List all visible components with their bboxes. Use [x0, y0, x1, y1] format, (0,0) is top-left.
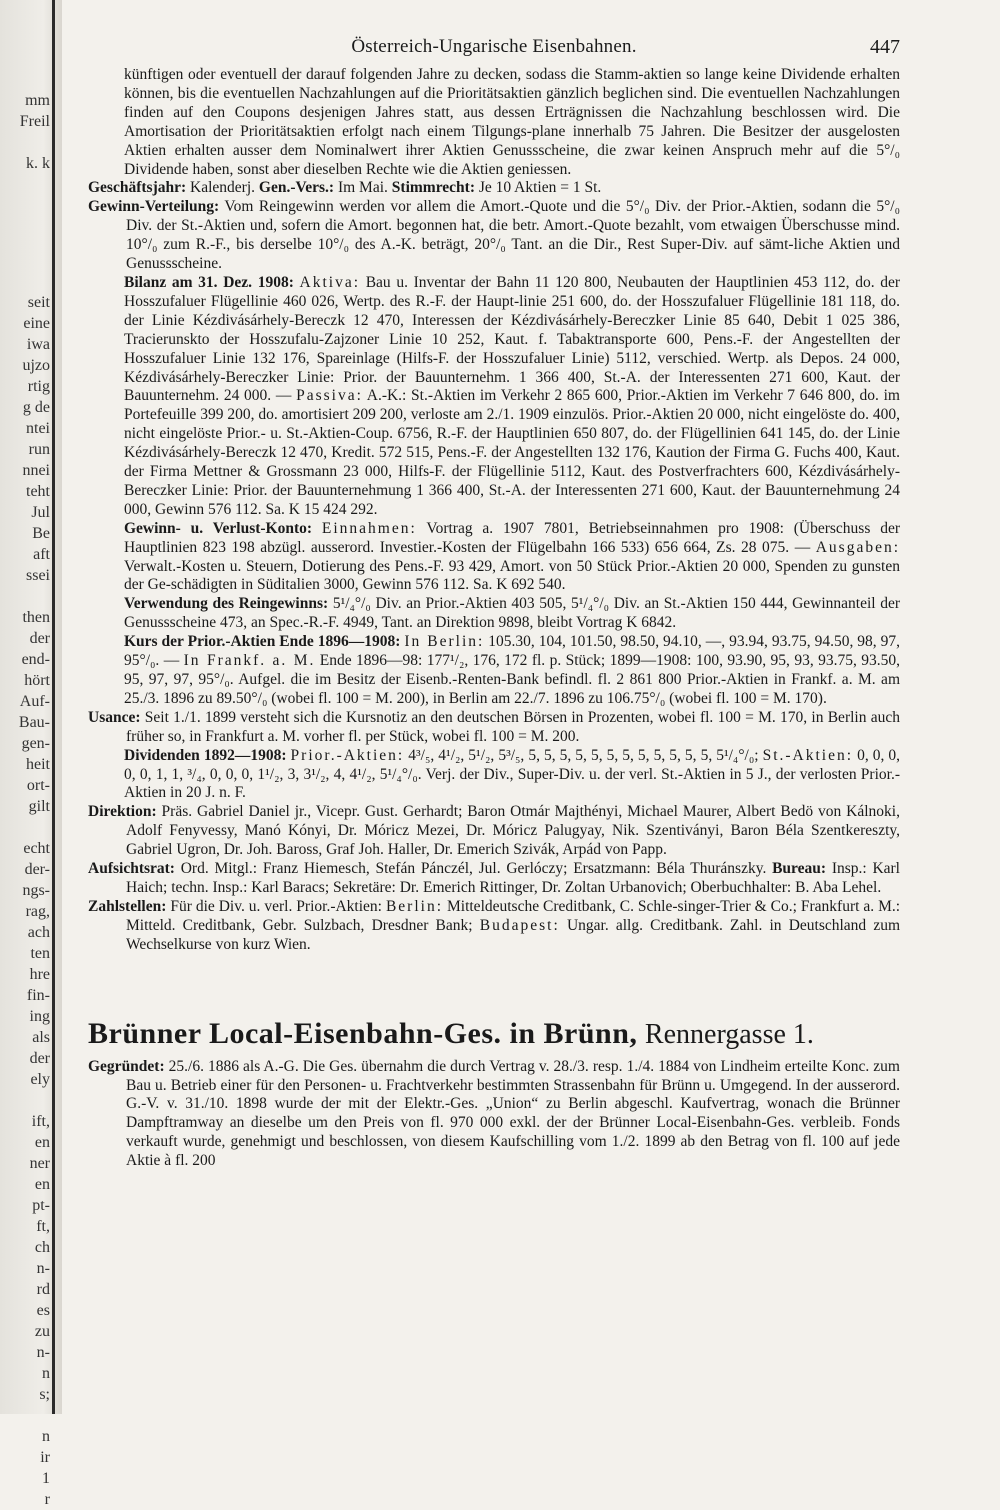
text-zahlstellen-intro: Für die Div. u. verl. Prior.-Aktien:: [170, 897, 382, 915]
entry-gewinn-verlust: [88, 520, 900, 596]
margin-fragment: en: [34, 1134, 50, 1151]
label-direktion: Direktion:: [88, 803, 157, 821]
margin-fragment: fin-: [26, 987, 50, 1004]
margin-fragment: ner: [29, 1155, 50, 1172]
margin-fragment: ach: [27, 924, 50, 941]
label-gewinn-verteilung: Gewinn-Verteilung:: [88, 198, 220, 216]
text-aufsichtsrat: Ord. Mitgl.: Franz Hiemesch, Stefán Pánczél, Jul. Gerlóczy; Ersatzmann: Béla Thuránszky.: [180, 860, 767, 878]
margin-fragment: n-: [36, 1344, 50, 1361]
margin-fragment: ort-: [26, 777, 50, 794]
article-bruenner-local: [88, 1058, 900, 1171]
entry-gegruendet: [88, 1058, 900, 1171]
word-in-berlin: In Berlin:: [404, 633, 485, 651]
margin-fragment: ten: [30, 945, 50, 962]
binding-rule: [52, 0, 55, 1414]
paragraph-amortisation: künftigen oder eventuell der darauf folgenden Jahre zu decken, sodass die Stamm-aktien so lange keine Dividende erhalten können, bis die eventuellen Nachzahlungen auf die Prioritätsaktien gänzlich beglichen sind. Die eventuellen Nachzahlungen finden auf den Coupons desjenigen Jahres statt, aus dessen Erträgnissen die Nachzahlung beschlossen wird. Die Amortisation der Prioritätsaktien erfolgt nach einem Tilgungs-plane innerhalb 75 Jahren. Die Besitzer der ausgelosten Aktien erhalten ausser dem Nominalwert ihrer Aktien Genussscheine, die zwar keinen Anspruch mehr auf die 5°/₀ Dividende haben, sonst aber dieselben Rechte wie die Aktien geniessen.: [124, 66, 900, 178]
margin-fragment: ing: [29, 1008, 50, 1025]
entry-bilanz: [88, 274, 900, 520]
label-gewinn-verlust: Gewinn- u. Verlust-Konto:: [124, 519, 313, 537]
label-gegruendet: Gegründet:: [88, 1057, 165, 1075]
word-passiva: Passiva:: [296, 387, 363, 405]
margin-fragment: gen-: [21, 735, 50, 752]
text-kurs-frankfurt: Ende 1896—98: 177¹/₂, 176, 172 fl. p. Stück; 1899—1908: 100, 93.90, 95, 93, 93.75, 93.50, 95, 97, 97, 95°/₀. Aufgel. die im Besitz der Eisenb.-Renten-Bank befindl. fl. 2 861 800 Prior.-Aktien in Frankf. a. M. am 25./3. 1896 zu 89.50°/₀ (wobei fl. 100 = M. 200), in Berlin am 22./7. 1896 zu 106.75°/₀ (wobei fl. 100 = M. 170).: [124, 652, 901, 707]
margin-fragment: ft,: [36, 1218, 50, 1235]
margin-fragment: k. k: [26, 155, 50, 172]
margin-fragment: [0, 1405, 50, 1426]
margin-fragment: heit: [26, 756, 50, 773]
entry-geschaeftsjahr: [88, 179, 900, 198]
margin-fragment: als: [32, 1029, 50, 1046]
text-div-st: 0, 0, 0, 0, 0, 1, 1, ³/₄, 0, 0, 0, 1¹/₂, 3, 3¹/₂, 4, 4¹/₂, 5¹/₄°/₀. Verj. der Div., Super-Div. u. der verl. St.-Aktien in 5 J., der verlosten Prior.-Aktien in 20 J. n. F.: [124, 746, 901, 802]
margin-fragment: mm: [25, 92, 50, 109]
page-number: 447: [870, 36, 900, 58]
label-bureau: Bureau:: [772, 860, 827, 878]
text-div-prior: 4³/₅, 4¹/₂, 5¹/₂, 5³/₅, 5, 5, 5, 5, 5, 5, 5, 5, 5, 5, 5, 5, 5¹/₄°/₀;: [408, 746, 759, 764]
entry-gewinn-verteilung: [88, 198, 900, 274]
label-gen-vers: Gen.-Vers.:: [258, 179, 335, 197]
margin-fragment: hört: [24, 672, 50, 689]
word-st-aktien: St.-Aktien:: [762, 746, 854, 764]
margin-fragment: s;: [39, 1386, 50, 1403]
margin-fragment: pt-: [32, 1197, 50, 1214]
margin-fragment: teht: [26, 483, 50, 500]
margin-fragment: ely: [30, 1071, 50, 1088]
label-kurs: Kurs der Prior.-Aktien Ende 1896—1908:: [124, 633, 401, 651]
margin-fragments-main: [0, 292, 50, 1510]
margin-fragment: 1: [42, 1470, 50, 1487]
margin-fragment: [0, 817, 50, 838]
text-direktion: Präs. Gabriel Daniel jr., Vicepr. Gust. Gerhardt; Baron Otmár Majthényi, Michael Maurer, Albert Bedö von Kálnoki, Adolf Fenyvessy, Manó Kónyi, Dr. Móricz Mezei, Dr. Móricz Palugyay, Nik. Szentiványi, Baron Béla Szentkereszty, Gabriel Ugron, Dr. Joh. Baross, Graf Joh. Haller, Dr. Emerich Szivák, Arpád von Papp.: [126, 803, 900, 859]
margin-fragment: then: [22, 609, 50, 626]
margin-fragment: Bau-: [18, 714, 50, 731]
margin-fragment: n: [42, 1365, 50, 1382]
margin-fragment: Jul: [31, 504, 50, 521]
binding-edge: [0, 0, 62, 1508]
label-usance: Usance:: [88, 708, 141, 726]
margin-fragment: r: [44, 1491, 50, 1508]
text-bilanz-aktiva: Bau u. Inventar der Bahn 11 120 800, Neubauten der Hauptlinien 453 112, do. der Hosszufaluer Flügellinie 460 026, Wertp. des R.-F. der Haupt-linie 251 600, do. der Hosszufaluer Flügellinie 181 118, do. der Linie Kézdivásárhely-Bereczk 12 470, Interessen der Kézdivásárhely-Bereczker Linie 85 640, Debit 1 025 386, Tracierunskto der Hosszufalu-Zajzoner Linie 10 252, Kaut. f. Tabaktransporte 600, Pens.-F. der Angestellten der Hosszufaluer Linie 132 176, Spareinlage (Hilfs-F. der Hosszufaluer Linie) 5112, verschied. Wertp. als Depos. 24 000, Kézdivásárhely-Bereczker Linie: Prior. der Bauunternehm. 1 366 400, St.-A. der Interessenten 271 600, Kaut. der Bauunternehm. 24 000. —: [124, 273, 901, 405]
margin-fragment: echt: [23, 840, 50, 857]
company-heading-name: Brünner Local-Eisenbahn-Ges. in Brünn,: [88, 1016, 638, 1050]
text-gegruendet: 25./6. 1886 als A.-G. Die Ges. übernahm die durch Vertrag v. 28./3. resp. 1./4. 1884 von Lindheim erteilte Konc. zum Bau u. Betrieb einer für den Personen- u. Frachtverkehr bestimmten Strassenbahn für Brünn u. Umgegend. In der ausserord. G.-V. v. 31./10. 1898 wurde der mit der Elektr.-Ges. „Union“ zu Berlin abgeschl. Kaufvertrag, wonach die Brünner Dampftramway an dieselbe um den Preis von fl. 970 000 exkl. der der Brünner Local-Eisenbahn-Ges. verbleib. Fonds verkauft wurde, genehmigt und beschlossen, von diesem Kaufschilling vom 1./2. 1899 ab den Betrag von fl. 100 auf jede Aktie à fl. 200: [126, 1057, 900, 1170]
text-gewinn-verteilung: Vom Reingewinn werden vor allem die Amort.-Quote und die 5°/₀ Div. der Prior.-Aktien, sodann die 5°/₀ Div. der St.-Aktien und, sofern die Amort. begonnen hat, die betr. Amort.-Quote bezahlt, vom etwaigen Überschusse mind. 10°/₀ zum R.-F., bis derselbe 10°/₀ des A.-K. beträgt, 20°/₀ Tant. an die Dir., Rest Super-Div. auf sämt-liche Aktien und Genussscheine.: [126, 198, 900, 273]
margin-fragment: ssei: [26, 567, 50, 584]
text-einnahmen: Vortrag a. 1907 7801, Betriebseinnahmen pro 1908: (Überschuss der Hauptlinien 823 198 abzügl. ausserord. Investier.-Kosten der Flügelbahn 166 533) 656 664, Zs. 28 075. —: [124, 519, 900, 556]
margin-fragment: rd: [36, 1281, 50, 1298]
word-budapest: Budapest:: [479, 916, 560, 934]
margin-fragment: end-: [21, 651, 50, 668]
margin-fragment: Freil: [19, 113, 50, 130]
margin-fragment: ujzo: [22, 357, 50, 374]
article-oesterreich-ungarische: [88, 66, 900, 955]
margin-fragment: rag,: [25, 903, 50, 920]
margin-fragment: Auf-: [19, 693, 50, 710]
margin-fragment: ntei: [26, 420, 50, 437]
margin-fragment: n-: [36, 1260, 50, 1277]
word-ausgaben: Ausgaben:: [815, 538, 901, 556]
margin-fragment: aft: [33, 546, 50, 563]
text-zahlstellen-budapest: Ungar. allg. Creditbank. Zahl. in Deutschland zum Wechselkurse von kurz Wien.: [126, 916, 901, 953]
label-dividenden: Dividenden 1892—1908:: [124, 746, 287, 764]
margin-fragment: Be: [32, 525, 50, 542]
company-heading-address: Rennergasse 1.: [644, 1018, 814, 1050]
margin-fragment: hre: [29, 966, 50, 983]
label-bilanz: Bilanz am 31. Dez. 1908:: [124, 273, 294, 291]
text-usance: Seit 1./1. 1899 versteht sich die Kursnotiz an den deutschen Börsen in Prozenten, wobei fl. 100 = M. 170, in Berlin auch früher so, in Frankfurt a. M. vorher fl. per Stück, wobei fl. 100 = M. 200.: [126, 708, 900, 745]
entry-verwendung: [88, 595, 900, 633]
margin-fragment: [0, 586, 50, 607]
margin-fragment: ift,: [31, 1113, 50, 1130]
label-stimmrecht: Stimmrecht:: [391, 179, 475, 197]
margin-fragment: nnei: [22, 462, 50, 479]
running-head-title: Österreich-Ungarische Eisenbahnen.: [351, 36, 637, 57]
text-zahlstellen-berlin: Mitteldeutsche Creditbank, C. Schle-singer-Trier & Co.; Frankfurt a. M.: Mitteld. Creditbank, Gebr. Sulzbach, Dresdner Bank;: [126, 897, 901, 934]
margin-fragment: der-: [24, 861, 50, 878]
label-aufsichtsrat: Aufsichtsrat:: [88, 860, 175, 878]
margin-fragment: [0, 132, 50, 153]
word-prior-aktien: Prior.-Aktien:: [290, 746, 405, 764]
label-verwendung: Verwendung des Reingewinns:: [124, 595, 329, 613]
text-stimmrecht: Je 10 Aktien = 1 St.: [478, 179, 602, 197]
margin-fragment: n: [42, 1428, 50, 1445]
page: [88, 36, 900, 1171]
margin-fragment: eine: [23, 315, 50, 332]
entry-aufsichtsrat: [88, 860, 900, 898]
running-head: [88, 36, 900, 66]
word-berlin: Berlin:: [385, 897, 444, 915]
margin-fragment: der: [29, 1050, 50, 1067]
entry-direktion: [88, 803, 900, 860]
text-geschaeftsjahr: Kalenderj.: [190, 179, 256, 197]
margin-fragment: seit: [27, 294, 50, 311]
label-zahlstellen: Zahlstellen:: [88, 897, 167, 915]
margin-fragment: ngs-: [22, 882, 50, 899]
margin-fragment: [0, 1090, 50, 1111]
word-aktiva: Aktiva:: [299, 273, 361, 291]
margin-fragment: en: [34, 1176, 50, 1193]
text-ausgaben: Verwalt.-Kosten u. Steuern, Dotierung des Pens.-F. 93 429, Amort. von 50 Stück Prior.-Aktien 20 000, Spenden zu gunsten der Ge-schädigten in Süditalien 3000, Gewinn 576 112. Sa. K 692 540.: [124, 557, 900, 594]
word-einnahmen: Einnahmen:: [321, 519, 417, 537]
label-geschaeftsjahr: Geschäftsjahr:: [88, 179, 187, 197]
entry-zahlstellen: [88, 898, 900, 955]
text-kurs-berlin: 105.30, 104, 101.50, 98.50, 94.10, —, 93.94, 93.75, 94.50, 98, 97, 95°/₀. —: [124, 633, 901, 670]
margin-fragment: run: [28, 441, 50, 458]
word-in-frankfurt: In Frankf. a. M.: [183, 652, 316, 670]
margin-fragment: ir: [40, 1449, 50, 1466]
margin-fragment: ch: [34, 1239, 50, 1256]
entry-usance: [88, 709, 900, 747]
text-bureau: Insp.: Karl Haich; techn. Insp.: Karl Baracs; Sekretäre: Dr. Emerich Rittinger, Dr. Zoltan Urbanovich; Oberbuchhalter: B. Aba Lehel.: [126, 860, 900, 896]
text-bilanz-passiva: A.-K.: St.-Aktien im Verkehr 2 865 600, Prior.-Aktien im Verkehr 7 646 800, do. im Portefeuille 399 200, do. amortisiert 209 200, verloste am 2./1. 1909 einzulös. Prior.-Aktien 20 000, nicht eingelöste do. 400, nicht eingelöste Prior.- u. St.-Aktien-Coup. 6756, R.-F. der Hauptlinien 650 807, do. der Flügellinien 641 145, do. der Linie Kézdivásárhely-Bereczk 12 470, Kredit. 572 515, Pens.-F. der Angestellten 132 176, Kaution der Firma G. Fuchs 400, Kaut. der Firma Mettner & Grossmann 23 000, Hilfs-F. der Flügellinie 5112, Kaut. des Postverfrachters 600, Kézdivásárhely-Bereczker Linie: Prior. der Bauunternehmung 1 366 400, St.-A. der Interessenten 271 600, Kaut. der Bauunternehmung 24 000, Gewinn 576 112. Sa. K 15 424 292.: [124, 387, 900, 518]
margin-fragment: zu: [34, 1323, 50, 1340]
text-verwendung: 5¹/₄°/₀ Div. an Prior.-Aktien 403 505, 5¹/₄°/₀ Div. an St.-Aktien 150 444, Gewinnanteil der Genussscheine 473, an Spec.-R.-F. 4949, Tant. an Direktion 9898, bleibt Vortrag K 6842.: [124, 595, 900, 632]
margin-fragments-top: [0, 90, 50, 174]
margin-fragment: es: [36, 1302, 50, 1319]
company-heading: [88, 1017, 900, 1052]
margin-fragment: der: [29, 630, 50, 647]
margin-fragment: gilt: [28, 798, 50, 815]
margin-fragment: g de: [22, 399, 50, 416]
margin-fragment: rtig: [27, 378, 50, 395]
margin-fragment: iwa: [26, 336, 50, 353]
text-gen-vers: Im Mai.: [337, 179, 388, 197]
entry-dividenden: [88, 747, 900, 804]
entry-kurs: [88, 633, 900, 709]
